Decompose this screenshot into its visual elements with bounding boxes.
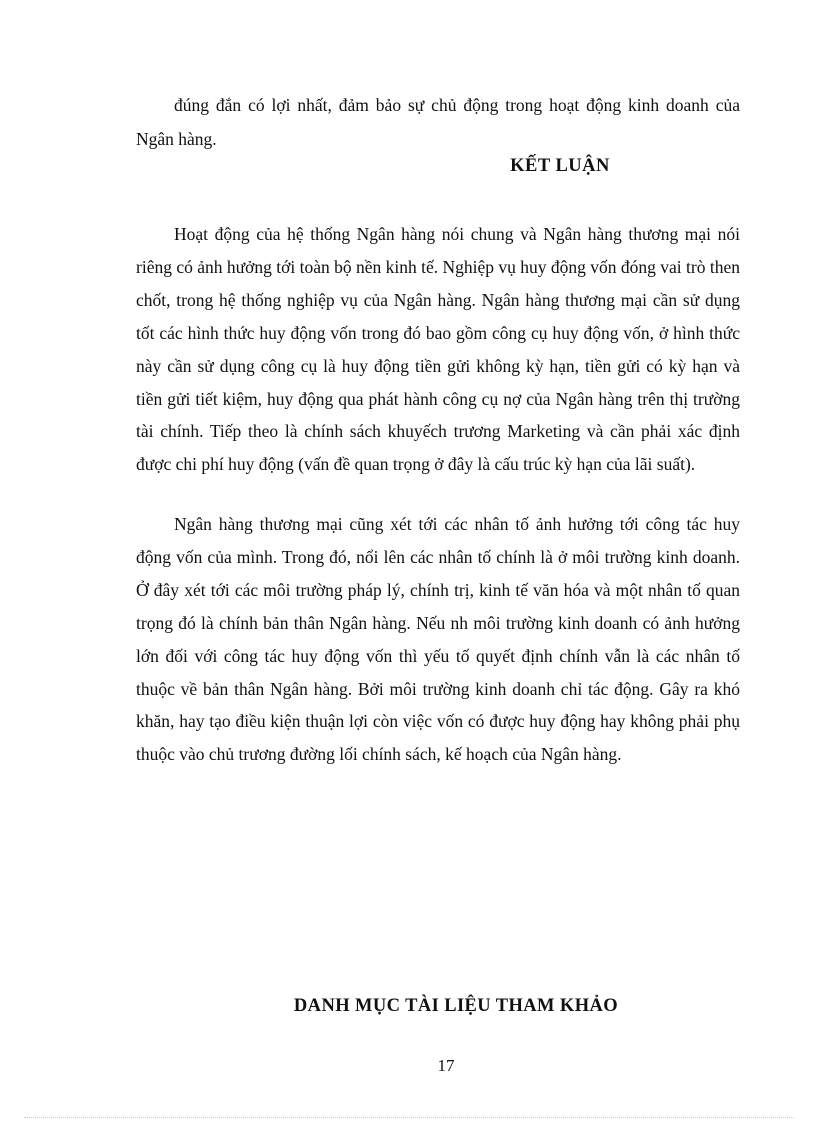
conclusion-heading: KẾT LUẬN [510, 156, 610, 176]
footer-divider [24, 1117, 794, 1118]
intro-paragraph: đúng đắn có lợi nhất, đảm bảo sự chủ động trong hoạt động kinh doanh của Ngân hàng. [136, 95, 740, 149]
conclusion-paragraph-1: Hoạt động của hệ thống Ngân hàng nói chung và Ngân hàng thương mại nói riêng có ảnh hưởng tới toàn bộ nền kinh tế. Nghiệp vụ huy động vốn đóng vai trò then chốt, trong hệ thống nghiệp vụ của Ngân hàng. Ngân hàng thương mại cần sử dụng tốt các hình thức huy động vốn trong đó bao gồm công cụ huy động vốn, ở hình thức này cần sử dụng công cụ là huy động tiền gửi không kỳ hạn, tiền gửi có kỳ hạn và tiền gửi tiết kiệm, huy động qua phát hành công cụ nợ của Ngân hàng trên thị trường tài chính. Tiếp theo là chính sách khuyếch trương Marketing và cần phải xác định được chi phí huy động (vấn đề quan trọng ở đây là cấu trúc kỳ hạn của lãi suất). [136, 224, 740, 475]
references-heading: DANH MỤC TÀI LIỆU THAM KHẢO [293, 996, 619, 1016]
page-number: 17 [437, 1056, 455, 1075]
conclusion-paragraph-2: Ngân hàng thương mại cũng xét tới các nhân tố ảnh hưởng tới công tác huy động vốn của mình. Trong đó, nổi lên các nhân tố chính là ở môi trường kinh doanh. Ở đây xét tới các môi trường pháp lý, chính trị, kinh tế văn hóa và một nhân tố quan trọng đó là chính bản thân Ngân hàng. Nếu nh môi trường kinh doanh có ảnh hưởng lớn đối với công tác huy động vốn thì yếu tố quyết định chính vẫn là các nhân tố thuộc về bản thân Ngân hàng. Bởi môi trường kinh doanh chỉ tác động. Gây ra khó khăn, hay tạo điều kiện thuận lợi còn việc vốn có được huy động hay không phải phụ thuộc vào chủ trương đường lối chính sách, kế hoạch của Ngân hàng. [136, 514, 740, 765]
